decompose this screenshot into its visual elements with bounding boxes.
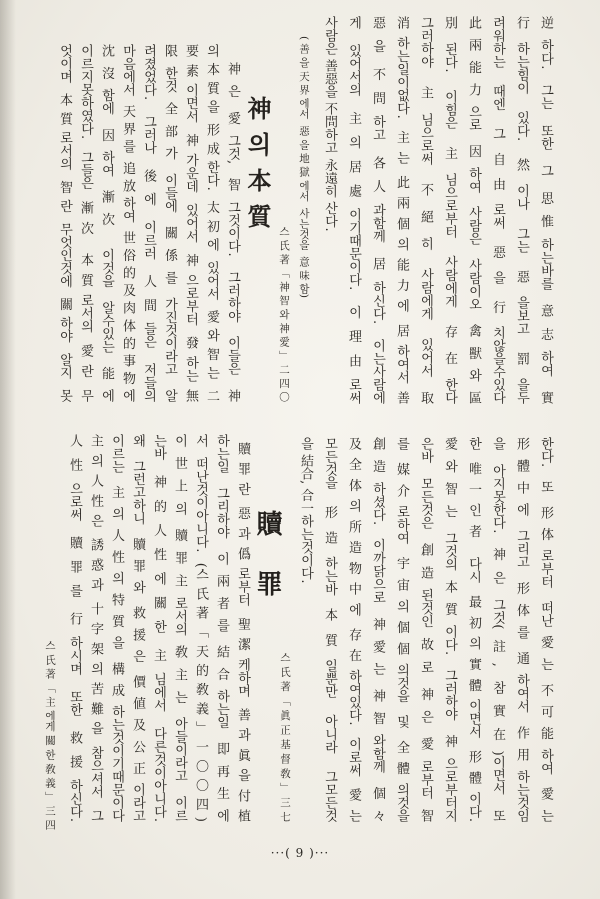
section-heading: 神의本質 <box>243 96 272 240</box>
text-column: 을 아지못한다. 神은 그것(註, 참實在)이면서 또 <box>490 437 505 822</box>
text-column: 要素이면서 神가운데 있어서 神으로부터 發하는無 <box>183 44 198 402</box>
text-column: 의本質을 形成한다. 太初에 있어서 愛와智는 二 <box>204 44 219 402</box>
text-column: 려워하는 때엔 그自由로써 惡을 行치않을수있다 <box>490 16 505 404</box>
text-column: 이르는 主의人性의特質을 構成하는것이기때문이다 <box>109 434 124 822</box>
text-column: 한 唯一인者 다시 最初의實體이면서 形體이다. <box>466 437 481 822</box>
text-column: 왜 그런고하니 贖罪와 救援은 價値及公正이라고 <box>130 434 145 822</box>
scan-edge-shadow <box>0 0 16 899</box>
text-column: 沈沒함에 因하여 漸次 이것을 알수있는 能에 <box>99 44 114 402</box>
text-column: 人性으로써 贖罪를 行하시며 또한 救援하신다. <box>67 434 82 822</box>
text-column: 사람은 善惡을 不問하고 永遠히 산다. <box>322 16 337 232</box>
text-column: 하는일 그리하야 이兩者를 結合하는일 即再生에 <box>214 434 229 822</box>
text-column: 形體中에 그리고 形体를 通하여서 作用하는것임 <box>514 437 529 822</box>
text-column: 을 結合, 合一하는것이다. <box>298 437 313 584</box>
text-column: 한다. 또 形体로부터 떠난愛는 不可能하여 愛는 <box>538 437 553 822</box>
citation: 스氏著「眞正基督敎」三七 <box>279 652 291 822</box>
text-column: 逆하다. 그는 또한 그 思惟하는바를 意志하여 實 <box>538 16 553 404</box>
text-column: 려졌었다. 그러나 後에 이르러 人間들은 저들의 <box>141 44 156 402</box>
text-column: 贖罪란 惡과僞로부터 聖潔케하며 善과眞을付植 <box>235 442 250 822</box>
text-column: 서 떠난것이아니다. (스氏著「天的敎義」一〇〇四) <box>193 434 208 822</box>
text-column: 愛와智는 그것의本質이다. 그러하야 神으로부터지 <box>442 437 457 822</box>
text-column: 이世上의 贖罪主로서의敎主는 아들이라고 이르 <box>172 434 187 822</box>
text-column: 게 있어서의 主의居處이기때문이다. 이理由로써 <box>346 16 361 404</box>
citation: 스氏著「神智와神愛」二四〇 <box>278 226 290 402</box>
text-column: 엇이며 本質로서의 智란 무엇인것에 關하야 알지 못 <box>57 44 72 402</box>
page-number: ···( 9 )··· <box>270 846 330 860</box>
text-column: 及全体의所造物中에 存在하여있다. 이로써 愛는 <box>346 437 361 822</box>
text-column: 別된다. 이힘은 主님으로부터 사람에게 存在한다 <box>442 16 457 404</box>
text-column: 限한것全部가 이들에 關係를 가진것이라고 알 <box>162 44 177 402</box>
text-column: 主의人性은 誘惑과 十字架의苦難을 참으셔서 그 <box>88 434 103 822</box>
text-column: 는바 神的人性에關한 主님에서 다른것이아니다. <box>151 434 166 822</box>
text-column: 그러하야 主님으로써 不絕히 사람에게 있어서取 <box>418 16 433 404</box>
parenthetical-note: (善을天界에서 惡을地獄에서 사는것을 意味함) <box>298 36 310 298</box>
text-column: 神은 愛그것, 智그것이다. 그러하야 이들은 神 <box>225 62 240 402</box>
citation: 스氏著「主에게關한敎義」三四 <box>44 640 56 830</box>
text-column: 創造하셨다. 이까닭으로 神愛는 神智와함께 個々 <box>370 437 385 822</box>
text-column: 마음에서 天界를 追放하여 世俗的及肉体的事物에 <box>120 44 135 402</box>
text-column: 此兩能力으로 因하여 사람은 사람이오 禽獸와區 <box>466 16 481 404</box>
text-column: 行하는힘이 있다. 然이나 그는 惡을보고 罰을두 <box>514 16 529 404</box>
text-column: 모든것을 形造하는바本質일뿐만 아니라 그모든것 <box>322 437 337 822</box>
section-heading: 贖罪 <box>252 510 282 630</box>
text-column: 消하는일이없다. 主는 此兩個의能力에 居하여서善 <box>394 16 409 404</box>
text-column: 를 媒介로하여 宇宙의個個의것을 및 全體의것을 <box>394 437 409 822</box>
text-column: 은바 모든것은 創造된것인故로 神은 愛로부터智 <box>418 437 433 822</box>
text-column: 惡을 不問하고 各人과함께 居하신다. 이는사람에 <box>370 16 385 404</box>
text-column: 이르지못하였다. 그들은 漸次 本質로서의 愛란 무 <box>78 44 93 402</box>
